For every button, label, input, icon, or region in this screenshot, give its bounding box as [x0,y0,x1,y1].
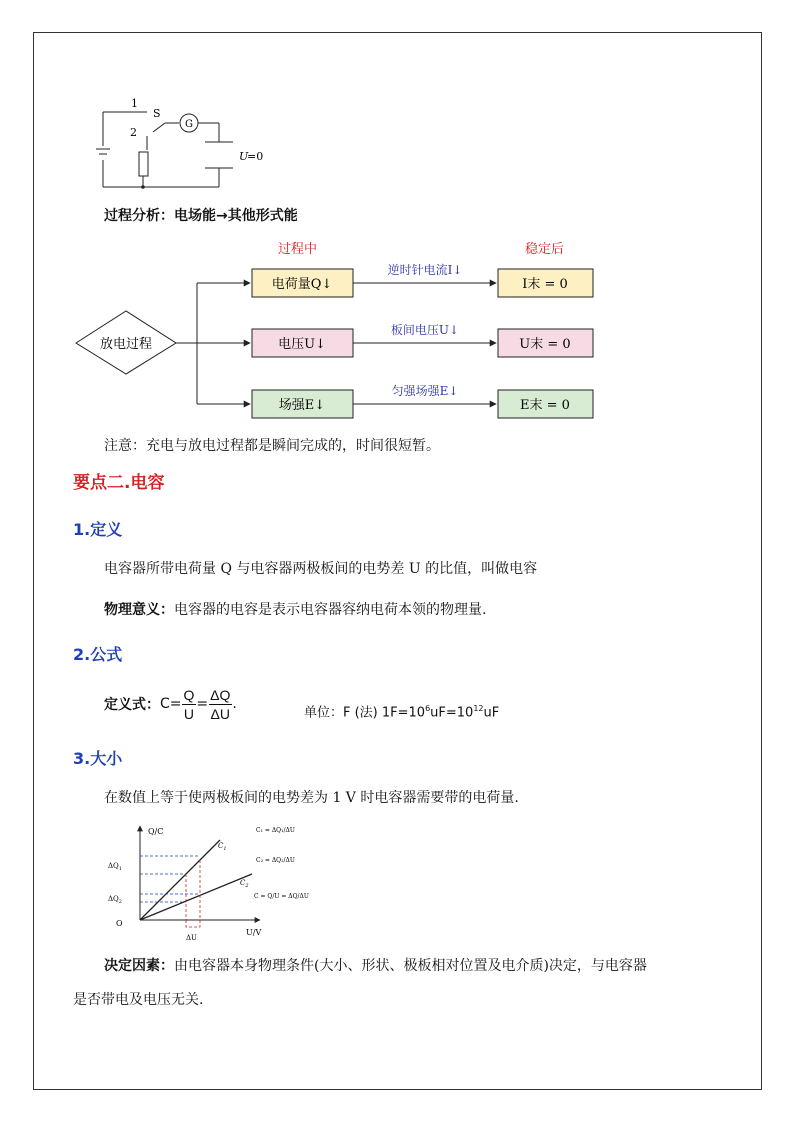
uniform-field-arrow-label: 匀强场强E↓ [391,384,459,398]
charge-label: 电荷量Q↓ [271,277,333,292]
circuit-label-u-eq: =0 [247,150,264,163]
graph-formula-c: C = Q/U = ΔQ/ΔU [254,893,309,900]
graph-y-label: Q/C [148,827,164,836]
factors-label: 决定因素： [104,958,174,974]
voltage-label: 电压U↓ [278,337,326,352]
circuit-label-1: 1 [131,97,138,110]
voltage-end-label: U末 = 0 [519,337,571,352]
definition-heading: 1.定义 [73,520,123,539]
formula-period: . [232,696,237,712]
factors-text-2: 是否带电及电压无关. [73,992,204,1008]
unit-text: 单位：F (法) $1F=10^6uF=10^{12}uF$ [304,704,500,721]
graph-formula-c1: C₁ = ΔQ₁/ΔU [256,827,295,834]
size-heading: 3.大小 [73,749,123,768]
graph-dq2-label: $\Delta Q_2$ [108,895,122,905]
graph-x-label: U/V [246,928,262,937]
galvanometer-label: G [185,119,193,130]
dq-over-du-fraction: $\frac{\Delta Q}{\Delta U}$ [210,686,231,722]
circuit-label-2: 2 [130,126,137,139]
definition-formula [104,684,237,724]
col-after-label: 稳定后 [525,242,565,257]
field-label: 场强E↓ [278,398,326,413]
graph-dq1-label: $\Delta Q_1$ [108,862,122,872]
factors-text-1: 由电容器本身物理条件(大小、形状、极板相对位置及电介质)决定，与电容器 [174,958,647,974]
size-text: 在数值上等于使两极板间的电势差为 1 V 时电容器需要带的电荷量. [104,790,519,806]
graph-c2-label: $C_2$ [240,879,249,889]
meaning-label: 物理意义： [104,602,174,618]
discharge-flow-diagram [70,232,630,432]
formula-eq2: = [196,696,209,712]
start-label: 放电过程 [99,337,153,352]
definition-text: 电容器所带电荷量 Q 与电容器两极板间的电势差 U 的比值，叫做电容 [104,561,538,577]
formula-heading: 2.公式 [73,645,123,664]
meaning-text: 电容器的电容是表示电容器容纳电荷本领的物理量. [174,602,487,618]
section2-title: 要点二.电容 [73,473,165,493]
graph-du-label: ΔU [186,934,197,942]
current-arrow-label: 逆时针电流I↓ [387,263,463,277]
q-u-graph [100,818,320,948]
plate-voltage-arrow-label: 板间电压U↓ [390,323,460,337]
graph-origin: O [116,919,123,928]
q-over-u-fraction: $\frac{Q}{U}$ [183,686,195,722]
current-end-label: I末 = 0 [522,277,568,292]
graph-formula-c2: C₂ = ΔQ₂/ΔU [256,857,295,864]
formula-c-eq: C= [160,696,182,712]
circuit-diagram [95,92,270,197]
field-end-label: E末 = 0 [520,398,570,413]
circuit-label-s: S [153,107,161,120]
graph-c1-label: $C_1$ [218,842,227,852]
col-during-label: 过程中 [278,242,318,257]
circuit-label-u: U [239,150,249,163]
formula-label: 定义式： [104,697,160,713]
note-text: 注意：充电与放电过程都是瞬间完成的，时间很短暂。 [104,438,440,454]
process-heading: 过程分析：电场能→其他形式能 [104,208,298,224]
